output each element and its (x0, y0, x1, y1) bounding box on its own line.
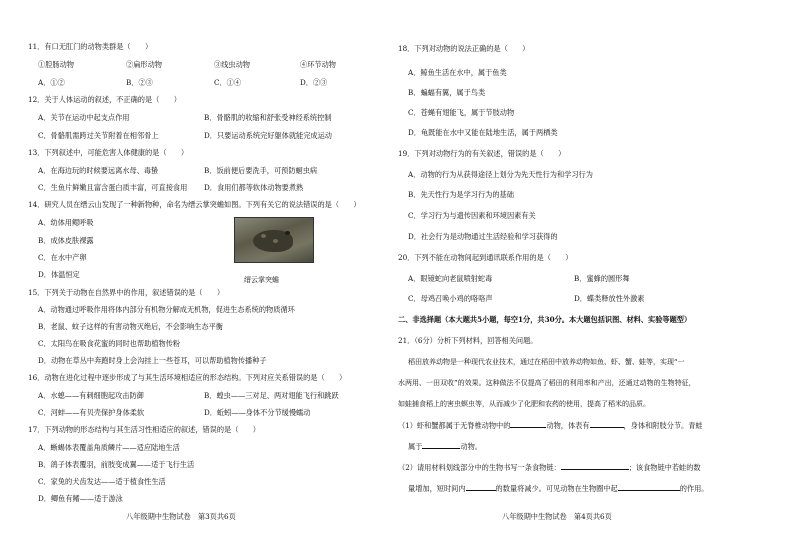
option: C．骨骼肌需跨过关节附着在相邻骨上 (38, 131, 159, 140)
option: A．关节在运动中起支点作用 (38, 113, 130, 122)
question-19-stem: 19．下列对动物行为的有关叙述，错误的是（ ） (398, 149, 566, 158)
question-12-stem: 12．关于人体运动的叙述，不正确的是（ ） (28, 95, 181, 104)
option: D．社会行为是动物通过生活经验和学习获得的 (408, 232, 558, 241)
question-18-stem: 18．下列对动物的说法正确的是（ ） (398, 44, 530, 53)
sub1-text-c: ，身体和附肢分节。青蛙 (623, 421, 703, 430)
frog-eye (285, 231, 290, 235)
option: C．太阳鸟在吸食花蜜的同时也帮助植物传粉 (38, 339, 181, 348)
option: D．只要运动系统完好躯体就能完成运动 (204, 131, 332, 140)
item: ②扁形动物 (126, 60, 162, 69)
answer-blank[interactable] (561, 462, 629, 470)
material-line: 水两用、一田双收”的效果。这种做法不仅提高了稻田的利用率和产出，还通过动物的生物特征， (398, 379, 696, 387)
question-17-stem: 17．下列动物的形态结构与其生活习性相适应的叙述，错误的是（ ） (28, 425, 260, 434)
option: C．河蚌——有贝壳保护身体柔软 (38, 408, 145, 417)
page-footer: 八年级期中生物试卷 第4页共6页 (502, 512, 612, 521)
option: A．动物通过呼吸作用将体内部分有机物分解成无机物，促进生态系统的物质循环 (38, 305, 295, 314)
sub2-text-b: ；该食物链中若蛙的数 (628, 463, 701, 472)
item: ④环节动物 (300, 60, 336, 69)
answer-blank[interactable] (590, 420, 624, 428)
option: C．①④ (214, 78, 242, 87)
question-14-stem: 14．研究人员在缙云山发现了一种新物种，命名为缙云掌突蟾如图。下列有关它的说法错误的是（ ） (28, 200, 361, 209)
option: D．蝶类释放性外激素 (574, 294, 645, 303)
option: B．②③ (126, 78, 153, 87)
sub2-text-d: 的数量将减少。可见动物在生物圈中起 (495, 484, 618, 493)
question-21-sub1-cont (408, 441, 482, 452)
frog-photo (234, 217, 314, 263)
option: B．蜜蜂的圆形舞 (574, 274, 630, 283)
option: C．学习行为与遗传因素和环境因素有关 (408, 211, 536, 220)
option: D．动物在草丛中奔跑时身上会沟挂上一些苍耳，可以帮助植物传播种子 (38, 356, 267, 365)
option: A．在海边玩的时候要远离水母、毒蛰 (38, 166, 159, 175)
question-15-stem: 15．下列关于动物在自然界中的作用，叙述错误的是（ ） (28, 288, 225, 297)
sub2-text-e: 的作用。 (679, 484, 709, 493)
option: D．体温恒定 (38, 270, 80, 279)
question-21-sub2-cont (408, 483, 708, 494)
question-16-stem: 16．动物在进化过程中逐步形成了与其生活环境相适应的形态结构。下列对应关系错误的是（ ） (28, 373, 347, 382)
option: C．母鸡召唤小鸡的咯咯声 (408, 294, 493, 303)
option: C．生鱼片鲜嫩且富含蛋白质丰富，可直接食用 (38, 183, 188, 192)
frog-spot (261, 234, 266, 238)
option: A．鲸鱼生活在水中，属于鱼类 (408, 68, 507, 77)
sub2-text-c: 量增加，短时间内 (408, 484, 466, 493)
frog-spot (273, 239, 278, 243)
question-11-stem: 11．有口无肛门的动物类群是（ ） (28, 42, 153, 51)
option: C．家兔的犬齿发达——适于植食性生活 (38, 477, 166, 486)
option: D．鲫鱼有鳍——适于游泳 (38, 494, 123, 503)
option: A．眼镜蛇向老鼠喷射蛇毒 (408, 274, 493, 283)
option: B．骨骼肌的收缩和舒张受神经系统控制 (204, 113, 332, 122)
question-21-stem: 21．（6分）分析下列材料，回答相关问题。 (398, 336, 538, 345)
question-20-stem: 20．下列不能在动物间起到通讯联系作用的是（ ） (398, 253, 573, 262)
option: D．蚯蚓——身体不分节缓慢蠕动 (204, 408, 311, 417)
option: C．苍蝇有翅能飞，属于节肢动物 (408, 108, 515, 117)
sub1-text-e: 动物。 (460, 442, 482, 451)
option: A．水螅——有刺细胞起攻击防御 (38, 391, 144, 400)
option: A．幼体用鳃呼吸 (38, 218, 94, 227)
option: B．成体皮肤裸露 (38, 236, 94, 245)
answer-blank[interactable] (618, 483, 680, 491)
question-13-stem: 13．下列叙述中，可能危害人体健康的是（ ） (28, 148, 189, 157)
page-footer: 八年级期中生物试卷 第3页共6页 (126, 512, 236, 521)
question-21-sub2 (398, 462, 701, 473)
sub2-text-a: （2）请用材料划线部分中的生物书写一条食物链： (398, 463, 561, 472)
option: D．②③ (300, 78, 328, 87)
option: B．老鼠、蚊子这样的有害动物灭绝后，不会影响生态平衡 (38, 322, 223, 331)
option: B．先天性行为是学习行为的基础 (408, 190, 514, 199)
frog-caption: 缙云掌突蟾 (244, 276, 279, 284)
option: D．龟既能在水中又能在陆地生活，属于两栖类 (408, 128, 558, 137)
option: A．动物的行为从获得途径上划分为先天性行为和学习行为 (408, 170, 593, 179)
sub1-text-b: 动物，体表有 (546, 421, 590, 430)
item: ③线虫动物 (214, 60, 250, 69)
option: A．蜥蜴体表覆盖角质鳞片——适应陆地生活 (38, 443, 180, 452)
answer-blank[interactable] (510, 420, 546, 428)
option: B．饭前便后要洗手，可预防蛔虫病 (204, 166, 318, 175)
item: ①腔肠动物 (38, 60, 74, 69)
material-line: 稻田放养动物是一种现代农业技术，通过在稻田中放养动物如鱼、虾、蟹、蛙等，实现“一 (408, 358, 685, 366)
answer-blank[interactable] (422, 441, 460, 449)
section-heading: 二、非选择题（本大题共5小题，每空1分，共30分。本大题包括识图、材料、实验等题型） (398, 315, 692, 324)
answer-blank[interactable] (466, 483, 496, 491)
material-line: 如蛙捕食稻上的害虫螟虫等，从而减少了化肥和农药的使用，提高了稻米的品质。 (398, 400, 650, 408)
question-21-sub1 (398, 420, 703, 431)
option: D．食用们都等软体动物要煮熟 (204, 183, 304, 192)
option: B．蝙蝠有翼，属于鸟类 (408, 88, 486, 97)
option: A．①② (38, 78, 65, 87)
sub1-text-a: （1）虾和蟹都属于无脊椎动物中的 (398, 421, 511, 430)
option: C．在水中产卵 (38, 253, 87, 262)
sub1-text-d: 属于 (408, 442, 423, 451)
option: B．鸽子体表覆羽，前肢变成翼——适于飞行生活 (38, 460, 195, 469)
option: B．蝗虫——三对足、两对翅能飞行和跳跃 (204, 391, 339, 400)
